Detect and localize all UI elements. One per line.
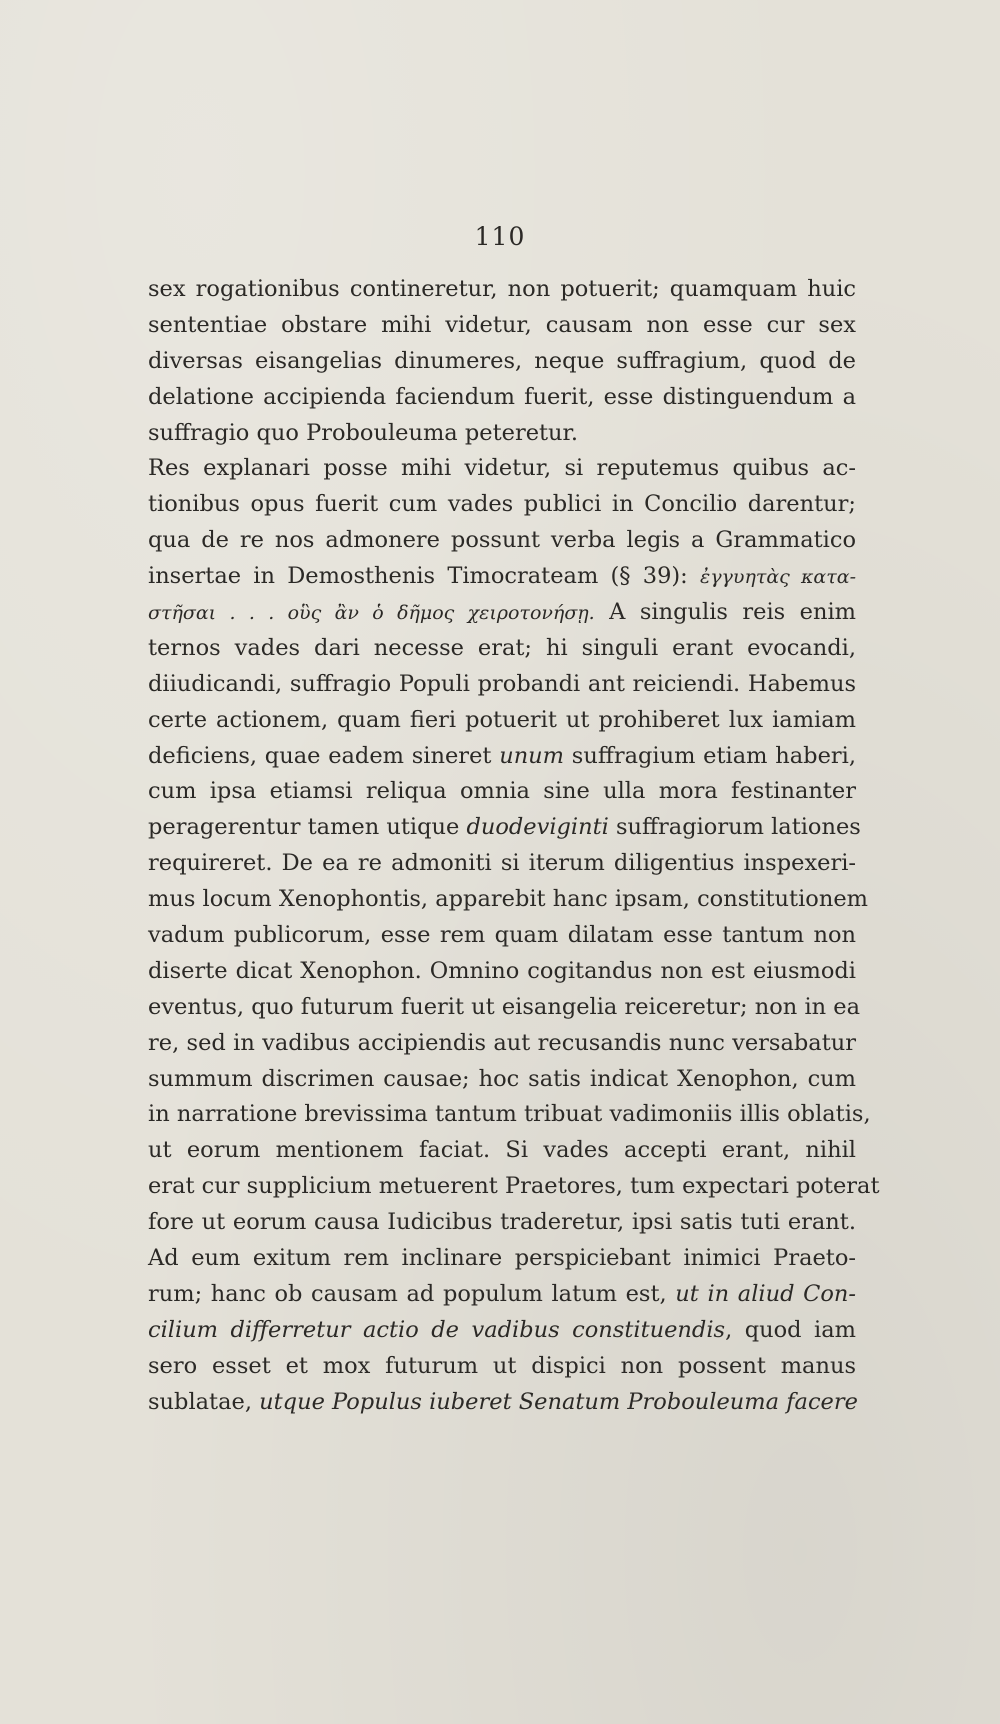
text-line: diversas eisangelias dinumeres, neque suffragium, quod de: [148, 347, 856, 374]
text-line: Ad eum exitum rem inclinare perspiciebant inimici Praeto-: [148, 1245, 856, 1272]
text-line: eventus, quo futurum fuerit ut eisangelia reiceretur; non in ea: [148, 993, 861, 1020]
italic-phrase: duodeviginti: [466, 814, 609, 841]
text-line: [148, 595, 856, 631]
text-segment: suffragiorum lationes: [608, 814, 861, 841]
text-segment: insertae in Demosthenis Timocrateam (§ 39):: [148, 563, 700, 590]
text-line: erat cur supplicium metuerent Praetores, tum expectari poterat: [148, 1173, 880, 1200]
italic-phrase: cilium differretur actio de vadibus constituendis: [148, 1316, 726, 1343]
text-segment: deficiens, quae eadem sineret: [148, 742, 500, 769]
text-line: [148, 559, 856, 595]
text-line: sententiae obstare mihi videtur, causam non esse cur sex: [148, 311, 856, 338]
text-line: cum ipsa etiamsi reliqua omnia sine ulla mora festinanter: [148, 778, 856, 805]
text-line: [148, 739, 856, 775]
page-number: 110: [474, 222, 526, 251]
text-segment: rum; hanc ob causam ad populum latum est,: [148, 1280, 676, 1307]
text-line: requireret. De ea re admoniti si iterum diligentius inspexeri-: [148, 850, 856, 877]
text-segment: peragerentur tamen utique: [148, 814, 467, 841]
text-line: in narratione brevissima tantum tribuat vadimoniis illis oblatis,: [148, 1101, 871, 1128]
greek-quotation: ἐγγυητὰς κατα-: [700, 566, 856, 589]
text-line: suffragio quo Probouleuma peteretur.: [148, 419, 578, 446]
text-line: mus locum Xenophontis, apparebit hanc ipsam, constitutionem: [148, 886, 868, 913]
text-line: [148, 1313, 856, 1349]
text-line: sex rogationibus contineretur, non potuerit; quamquam huic: [148, 276, 856, 302]
italic-phrase: unum: [499, 742, 565, 769]
text-segment: , quod iam: [725, 1316, 856, 1343]
text-line: re, sed in vadibus accipiendis aut recusandis nunc versabatur: [148, 1029, 856, 1056]
text-line: tionibus opus fuerit cum vades publici in Concilio darentur;: [148, 491, 856, 518]
text-line: vadum publicorum, esse rem quam dilatam esse tantum non: [148, 922, 856, 949]
text-segment: A singulis reis enim: [594, 599, 857, 626]
text-line: certe actionem, quam fieri potuerit ut prohiberet lux iamiam: [148, 706, 856, 733]
body-text: [148, 272, 880, 1421]
text-line: diiudicandi, suffragio Populi probandi ant reiciendi. Habemus: [148, 670, 856, 697]
text-line: summum discrimen causae; hoc satis indicat Xenophon, cum: [148, 1065, 856, 1092]
italic-phrase: utque Populus iuberet Senatum Probouleuma facere: [259, 1388, 858, 1415]
text-line: Res explanari posse mihi videtur, si reputemus quibus ac-: [148, 455, 856, 482]
text-line: fore ut eorum causa Iudicibus traderetur, ipsi satis tuti erant.: [148, 1209, 856, 1236]
italic-phrase: ut in aliud Con-: [675, 1280, 856, 1307]
text-line: [148, 810, 861, 846]
text-line: ternos vades dari necesse erat; hi singuli erant evocandi,: [148, 634, 856, 661]
text-line: sero esset et mox futurum ut dispici non possent manus: [148, 1352, 856, 1379]
greek-quotation: στῆσαι . . . οὓς ἂν ὁ δῆμος χειροτονήσῃ.: [148, 602, 595, 625]
text-line: [148, 1277, 856, 1313]
text-segment: sublatae,: [148, 1388, 260, 1415]
text-segment: suffragium etiam haberi,: [564, 742, 856, 769]
text-line: delatione accipienda faciendum fuerit, esse distinguendum a: [148, 383, 856, 410]
text-line: qua de re nos admonere possunt verba legis a Grammatico: [148, 527, 856, 554]
text-line: diserte dicat Xenophon. Omnino cogitandus non est eiusmodi: [148, 957, 856, 984]
text-line: [148, 1385, 856, 1421]
text-line: ut eorum mentionem faciat. Si vades accepti erant, nihil: [148, 1137, 856, 1164]
